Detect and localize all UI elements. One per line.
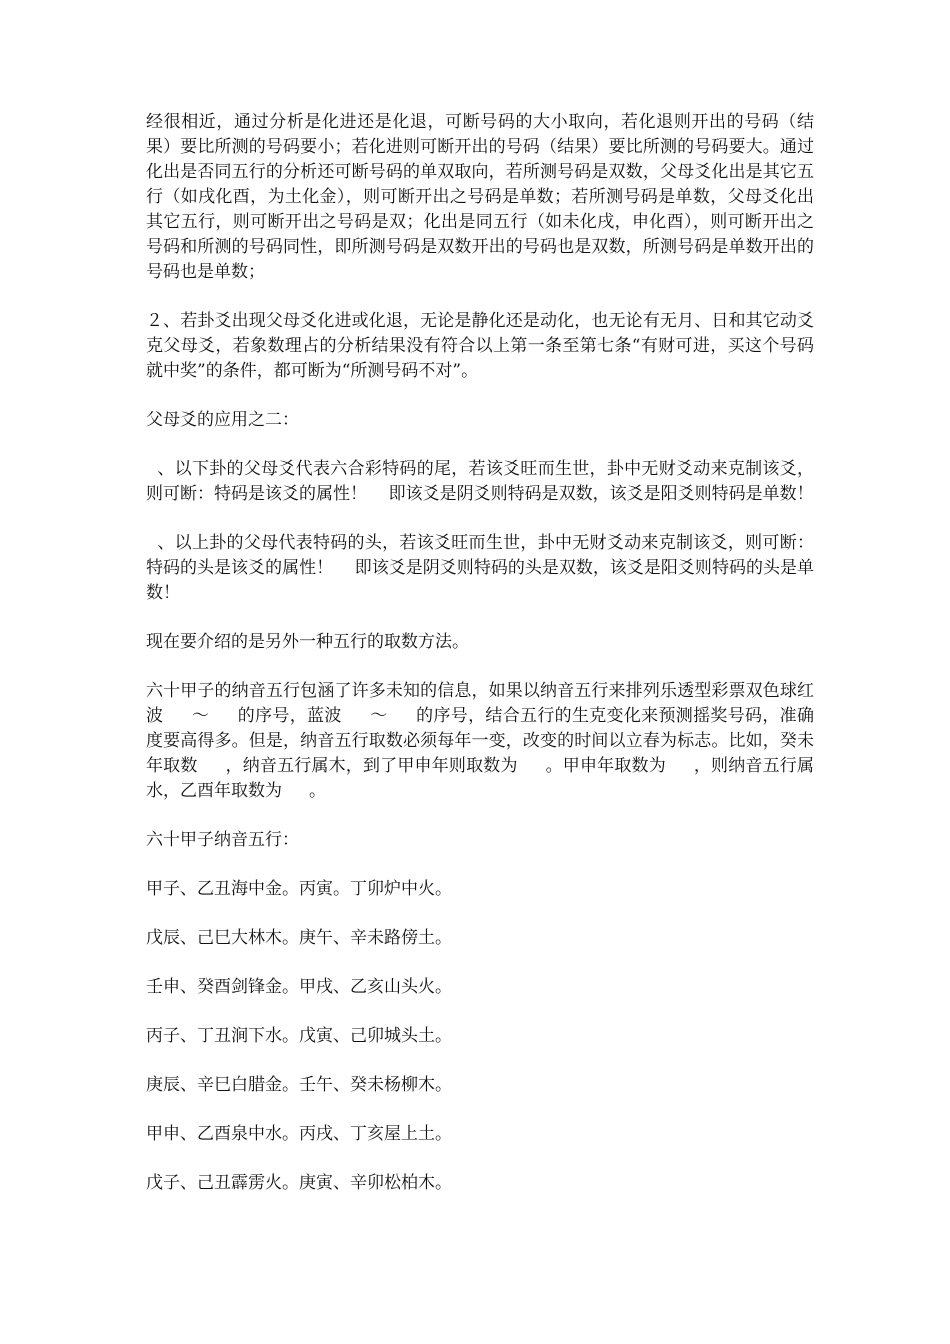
- list-item-nayin: 壬申、癸酉剑锋金。甲戌、乙亥山头火。: [146, 977, 452, 997]
- paragraph-lower-trigram: 、以下卦的父母爻代表六合彩特码的尾，若该爻旺而生世，卦中无财爻动来克制该爻，则可断：特码是该爻的属性！ 即该爻是阴爻则特码是双数，该爻是阳爻则特码是单数！: [146, 459, 815, 504]
- paragraph-heading-application-2: 父母爻的应用之二：: [146, 410, 299, 430]
- paragraph-analysis: 经很相近，通过分析是化进还是化退，可断号码的大小取向，若化退则开出的号码（结果）要比所测的号码要小；若化进则可断开出的号码（结果）要比所测的号码要大。通过化出是否同五行的分析还可断号码的单双取向，若所测号码是双数，父母爻化出是其它五行（如戌化酉，为土化金），则可断开出之号码是单数；若所测号码是单数，父母爻化出其它五行，则可断开出之号码是双；化出是同五行（如未化戌，申化酉），则可断开出之号码和所测的号码同性，即所测号码是双数开出的号码也是双数，所测号码是单数开出的号码也是单数；: [146, 112, 814, 282]
- list-item-nayin: 甲申、乙酉泉中水。丙戌、丁亥屋上土。: [146, 1124, 452, 1144]
- list-item-nayin: 甲子、乙丑海中金。丙寅。丁卯炉中火。: [146, 879, 452, 899]
- paragraph-intro-method: 现在要介绍的是另外一种五行的取数方法。: [146, 632, 469, 652]
- list-item-nayin: 庚辰、辛巳白腊金。壬午、癸未杨柳木。: [146, 1075, 452, 1095]
- paragraph-nayin-heading: 六十甲子纳音五行：: [146, 830, 299, 850]
- document-body: [146, 110, 814, 1220]
- list-item-nayin: 戊辰、己巳大林木。庚午、辛未路傍土。: [146, 928, 452, 948]
- list-item-nayin: 戊子、己丑霹雳火。庚寅、辛卯松柏木。: [146, 1173, 452, 1193]
- paragraph-rule-2: ２、若卦爻出现父母爻化进或化退，无论是静化还是动化，也无论有无月、日和其它动爻克父母爻，若象数理占的分析结果没有符合以上第一条至第七条“有财可进，买这个号码就中奖”的条件，都可断为“所测号码不对”。: [146, 311, 814, 381]
- list-item-nayin: 丙子、丁丑涧下水。戊寅、己卯城头土。: [146, 1026, 452, 1046]
- paragraph-upper-trigram: 、以上卦的父母代表特码的头，若该爻旺而生世，卦中无财爻动来克制该爻，则可断：特码的头是该爻的属性！ 即该爻是阴爻则特码的头是双数，该爻是阳爻则特码的头是单数！: [146, 533, 815, 603]
- paragraph-nayin-explanation: 六十甲子的纳音五行包涵了许多未知的信息，如果以纳音五行来排列乐透型彩票双色球红波 ～ 的序号，蓝波 ～ 的序号，结合五行的生克变化来预测摇奖号码，准确度要高得多。但是，纳音五行取数必须每年一变，改变的时间以立春为标志。比如，癸未年取数 ，纳音五行属木，到了甲申年则取数为 。甲申年取数为 ，则纳音五行属水，乙酉年取数为 。: [146, 681, 814, 801]
